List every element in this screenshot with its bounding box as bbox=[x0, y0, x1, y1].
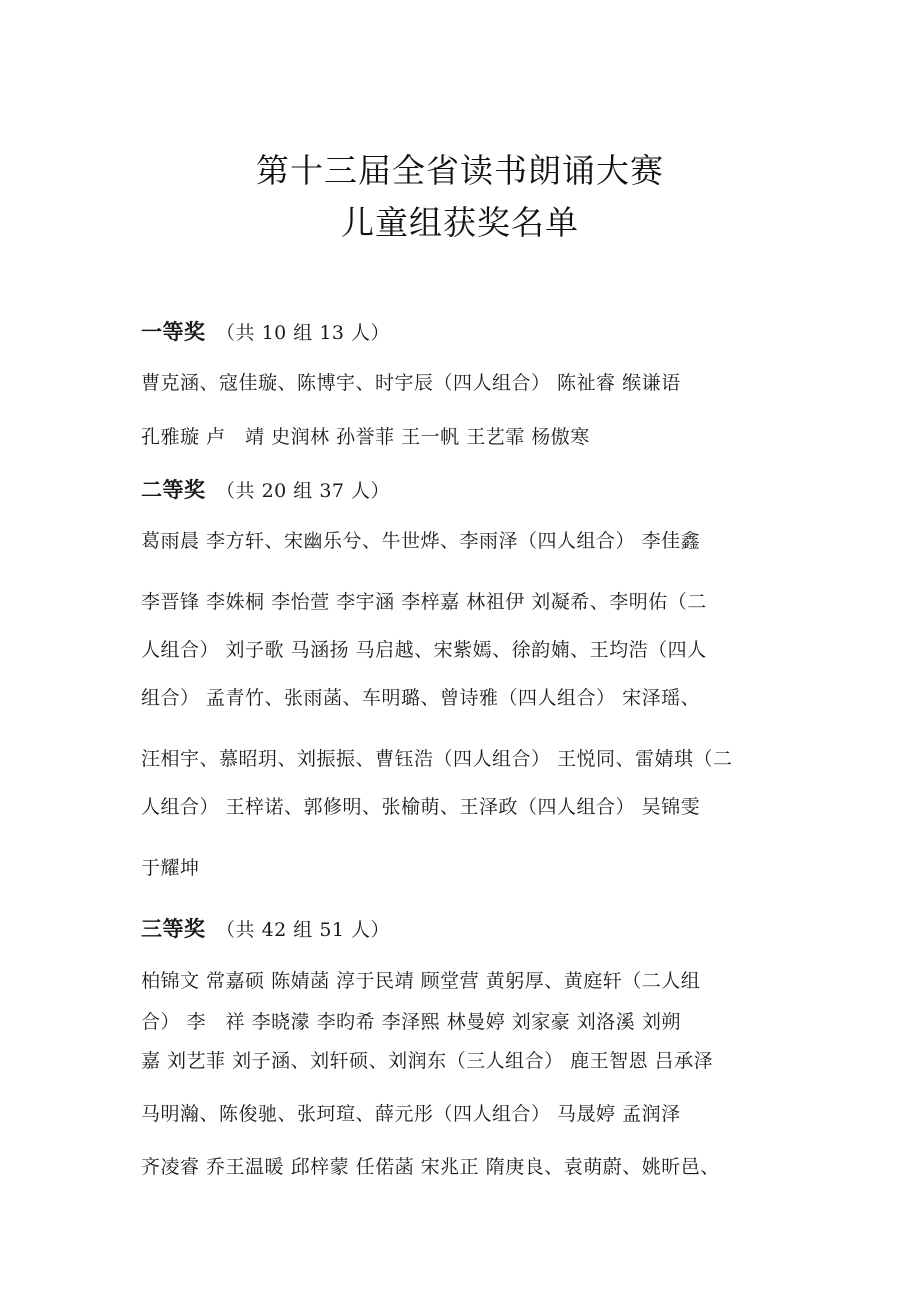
third-prize-line: 马明瀚、陈俊驰、张珂瑄、薛元彤（四人组合） 马晟婷 孟润泽 bbox=[141, 1103, 681, 1125]
third-prize-line: 嘉 刘艺菲 刘子涵、刘轩硕、刘润东（三人组合） 鹿王智恩 吕承泽 bbox=[141, 1050, 714, 1072]
second-prize-heading-row bbox=[141, 479, 390, 501]
second-prize-line: 人组合） 王梓诺、郭修明、张榆萌、王泽政（四人组合） 吴锦雯 bbox=[141, 796, 701, 818]
third-prize-line: 齐凌睿 乔王温暖 邱梓蒙 任偌菡 宋兆正 隋庚良、袁萌蔚、姚昕邑、 bbox=[141, 1156, 720, 1178]
third-prize-heading-row bbox=[141, 918, 390, 940]
third-prize-heading: 三等奖 bbox=[141, 916, 206, 941]
first-prize-count: （共 10 组 13 人） bbox=[216, 322, 391, 344]
third-prize-line: 柏锦文 常嘉硕 陈婧菡 淳于民靖 顾堂营 黄躬厚、黄庭轩（二人组 bbox=[141, 970, 701, 992]
second-prize-heading: 二等奖 bbox=[141, 477, 206, 502]
title-line-1: 第十三届全省读书朗诵大赛 bbox=[256, 151, 664, 190]
second-prize-line: 组合） 孟青竹、张雨菡、车明璐、曾诗雅（四人组合） 宋泽瑶、 bbox=[141, 687, 701, 709]
first-prize-line: 孔雅璇 卢 靖 史润林 孙誉菲 王一帆 王艺霏 杨傲寒 bbox=[141, 426, 590, 448]
second-prize-count: （共 20 组 37 人） bbox=[216, 480, 391, 502]
title-line-2: 儿童组获奖名单 bbox=[341, 203, 579, 242]
second-prize-line: 于耀坤 bbox=[141, 857, 200, 879]
first-prize-line: 曹克涵、寇佳璇、陈博宇、时宇辰（四人组合） 陈祉睿 缑谦语 bbox=[141, 372, 681, 394]
first-prize-heading-row bbox=[141, 321, 390, 343]
second-prize-line: 汪相宇、慕昭玥、刘振振、曹钰浩（四人组合） 王悦同、雷婧琪（二 bbox=[141, 748, 733, 770]
second-prize-line: 李晋锋 李姝桐 李怡萱 李宇涵 李梓嘉 林祖伊 刘凝希、李明佑（二 bbox=[141, 591, 707, 613]
third-prize-count: （共 42 组 51 人） bbox=[216, 919, 391, 941]
second-prize-line: 葛雨晨 李方轩、宋幽乐兮、牛世烨、李雨泽（四人组合） 李佳鑫 bbox=[141, 530, 701, 552]
third-prize-line: 合） 李 祥 李晓濛 李昀希 李泽熙 林曼婷 刘家豪 刘洛溪 刘朔 bbox=[141, 1011, 681, 1033]
first-prize-heading: 一等奖 bbox=[141, 319, 206, 344]
second-prize-line: 人组合） 刘子歌 马涵扬 马启越、宋紫嫣、徐韵婻、王均浩（四人 bbox=[141, 639, 707, 661]
